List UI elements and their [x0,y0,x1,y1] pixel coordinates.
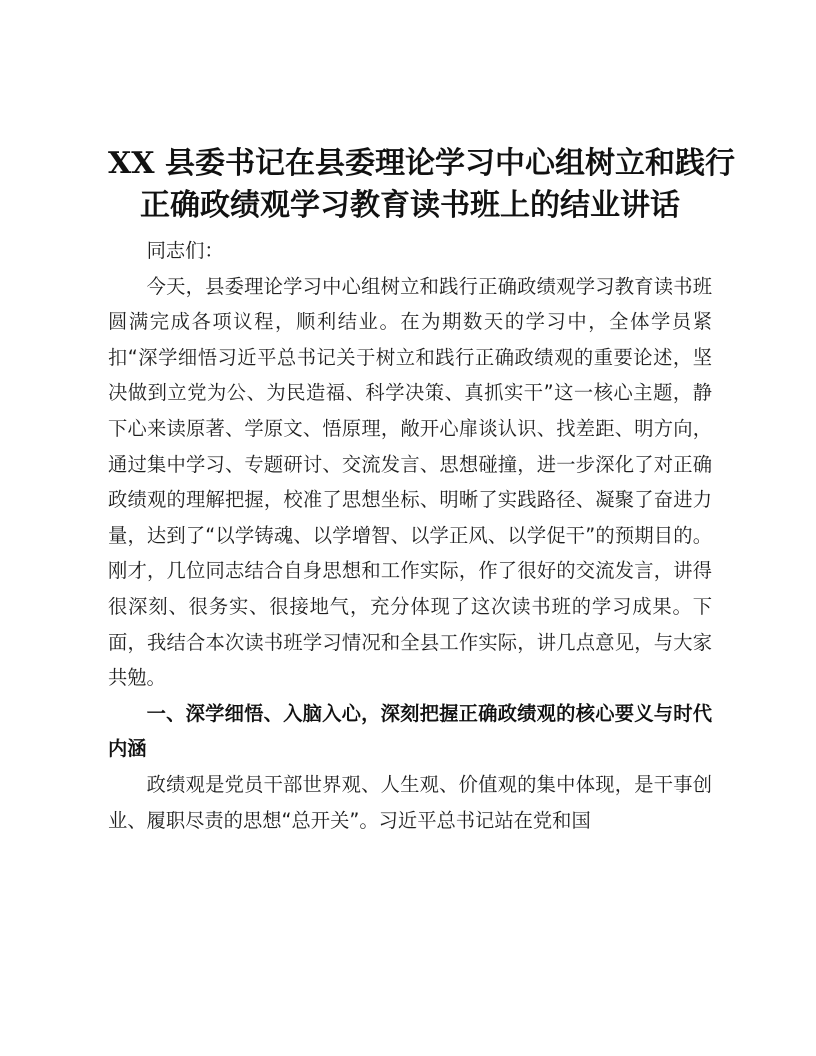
title-line-2: 正确政绩观学习教育读书班上的结业讲话 [140,188,680,223]
section-heading: 一、深学细悟、入脑入心，深刻把握正确政绩观的核心要义与时代内涵 [108,701,712,761]
speech-text [108,233,712,838]
title-line-1: XX 县委书记在县委理论学习中心组树立和践行 [108,146,735,181]
document-title [108,143,735,227]
salutation: 同志们： [146,239,224,262]
paragraph-opening: 今天，县委理论学习中心组树立和践行正确政绩观学习教育读书班圆满完成各项议程，顺利结业。在为期数天的学习中，全体学员紧扣“深学细悟习近平总书记关于树立和践行正确政绩观的重要论述，坚决做到立党为公、为民造福、科学决策、真抓实干”这一核心主题，静下心来读原著、学原文、悟原理，敞开心扉谈认识、找差距、明方向，通过集中学习、专题研讨、交流发言、思想碰撞，进一步深化了对正确政绩观的理解把握，校准了思想坐标、明晰了实践路径、凝聚了奋进力量，达到了“以学铸魂、以学增智、以学正风、以学促干”的预期目的。刚才，几位同志结合自身思想和工作实际，作了很好的交流发言，讲得很深刻、很务实、很接地气，充分体现了这次读书班的学习成果。下面，我结合本次读书班学习情况和全县工作实际，讲几点意见，与大家共勉。 [108,274,712,690]
paragraph-section-1: 政绩观是党员干部世界观、人生观、价值观的集中体现，是干事创业、履职尽责的思想“总开关”。习近平总书记站在党和国 [108,772,712,832]
document-body [108,143,735,838]
